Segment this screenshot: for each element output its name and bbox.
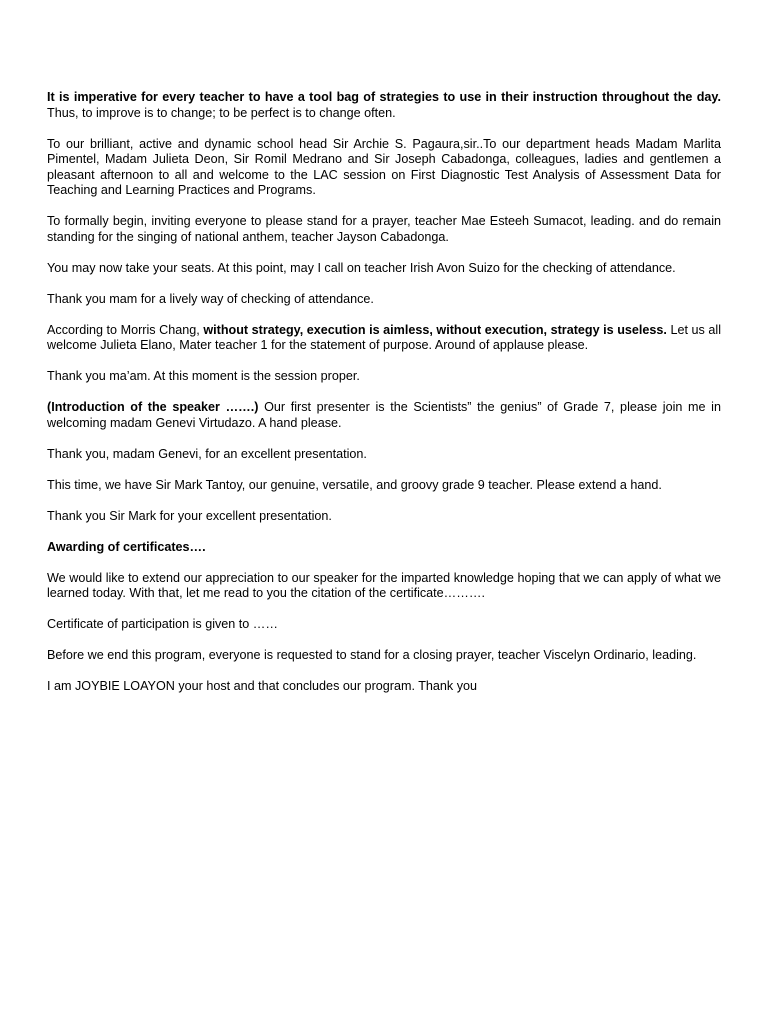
paragraph-greeting: To our brilliant, active and dynamic school head Sir Archie S. Pagaura,sir..To our department heads Madam Marlita Pimentel, Madam Julieta Deon, Sir Romil Medrano and Sir Joseph Cabadonga, colleagues, ladies and gentlemen a pleasant afternoon to all and welcome to the LAC session on First Diagnostic Test Analysis of Assessment Data for Teaching and Learning Practices and Programs. bbox=[47, 136, 721, 197]
quote-intro: According to Morris Chang, bbox=[47, 322, 204, 337]
paragraph-second-thanks: Thank you Sir Mark for your excellent presentation. bbox=[47, 508, 332, 523]
paragraph-appreciation: We would like to extend our appreciation to our speaker for the imparted knowledge hoping that we can apply of what we learned today. With that, let me read to you the citation of the certificate………. bbox=[47, 570, 721, 600]
opening-quote: Thus, to improve is to change; to be perfect is to change often. bbox=[47, 105, 396, 120]
paragraph-awarding-heading bbox=[47, 540, 721, 556]
paragraph-attendance-thanks: Thank you mam for a lively way of checking of attendance. bbox=[47, 291, 374, 306]
first-presenter-text: Our first presenter is the Scientists” the genius” of Grade 7, please join me in welcoming madam Genevi Virtudazo. A hand please. bbox=[47, 400, 721, 430]
paragraph-statement-of-purpose bbox=[47, 323, 721, 354]
purpose-welcome: Let us all welcome Julieta Elano, Mater teacher 1 for the statement of purpose. Around of applause please. bbox=[47, 322, 721, 352]
paragraph-attendance-call: You may now take your seats. At this point, may I call on teacher Irish Avon Suizo for the checking of attendance. bbox=[47, 260, 676, 275]
opening-statement: It is imperative for every teacher to have a tool bag of strategies to use in their instruction throughout the day. bbox=[47, 90, 721, 104]
quote-bold: without strategy, execution is aimless, without execution, strategy is useless. bbox=[203, 322, 667, 337]
paragraph-second-presenter: This time, we have Sir Mark Tantoy, our genuine, versatile, and groovy grade 9 teacher. Please extend a hand. bbox=[47, 477, 662, 492]
paragraph-closing-prayer: Before we end this program, everyone is requested to stand for a closing prayer, teacher Viscelyn Ordinario, leading. bbox=[47, 648, 697, 662]
paragraph-certificate: Certificate of participation is given to …… bbox=[47, 617, 278, 631]
paragraph-host-closing: I am JOYBIE LOAYON your host and that concludes our program. Thank you bbox=[47, 679, 478, 693]
paragraph-prayer-anthem: To formally begin, inviting everyone to please stand for a prayer, teacher Mae Esteeh Sumacot, leading. and do remain standing for the singing of national anthem, teacher Jayson Cabadonga. bbox=[47, 214, 721, 244]
speaker-intro-label: (Introduction of the speaker …….) bbox=[47, 400, 259, 414]
paragraph-first-thanks: Thank you, madam Genevi, for an excellent presentation. bbox=[47, 446, 367, 461]
document-body bbox=[47, 90, 721, 710]
awarding-heading: Awarding of certificates…. bbox=[47, 539, 206, 554]
paragraph-opening bbox=[47, 90, 721, 121]
paragraph-session-proper: Thank you ma’am. At this moment is the session proper. bbox=[47, 369, 360, 383]
paragraph-first-presenter bbox=[47, 400, 721, 431]
